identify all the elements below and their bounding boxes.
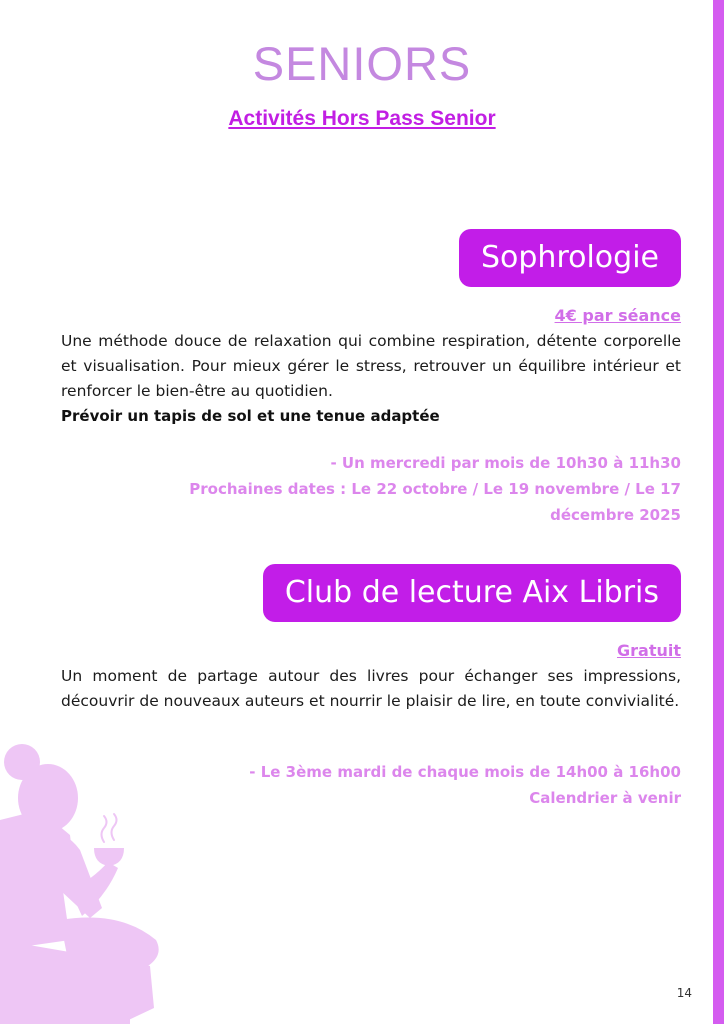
schedule-line: Prochaines dates : Le 22 octobre / Le 19 novembre / Le 17 décembre 2025 [189,480,681,524]
schedule-club-lecture [121,759,681,811]
price-club-lecture: Gratuit [617,641,681,660]
schedule-line: Calendrier à venir [529,789,681,807]
schedule-line: - Un mercredi par mois de 10h30 à 11h30 [330,454,681,472]
side-accent-bar [713,0,724,1024]
page-number: 14 [676,986,692,1000]
schedule-line: - Le 3ème mardi de chaque mois de 14h00 à 16h00 [249,763,681,781]
section-title-club-lecture: Club de lecture Aix Libris [263,564,681,622]
page-title: SENIORS [252,37,472,90]
senior-silhouette-illustration [0,740,180,1024]
description-club-lecture: Un moment de partage autour des livres pour échanger ses impressions, découvrir de nouveaux auteurs et nourrir le plaisir de lire, en toute convivialité. [61,667,681,710]
price-sophrologie: 4€ par séance [554,306,681,325]
section-title-sophrologie: Sophrologie [459,229,681,287]
description-sophrologie: Une méthode douce de relaxation qui combine respiration, détente corporelle et visualisation. Pour mieux gérer le stress, retrouver un équilibre intérieur et renforcer le bien-être au quotidien. [61,332,681,400]
page-subtitle: Activités Hors Pass Senior [228,107,496,130]
note-sophrologie: Prévoir un tapis de sol et une tenue adaptée [61,407,440,425]
schedule-sophrologie [121,450,681,528]
